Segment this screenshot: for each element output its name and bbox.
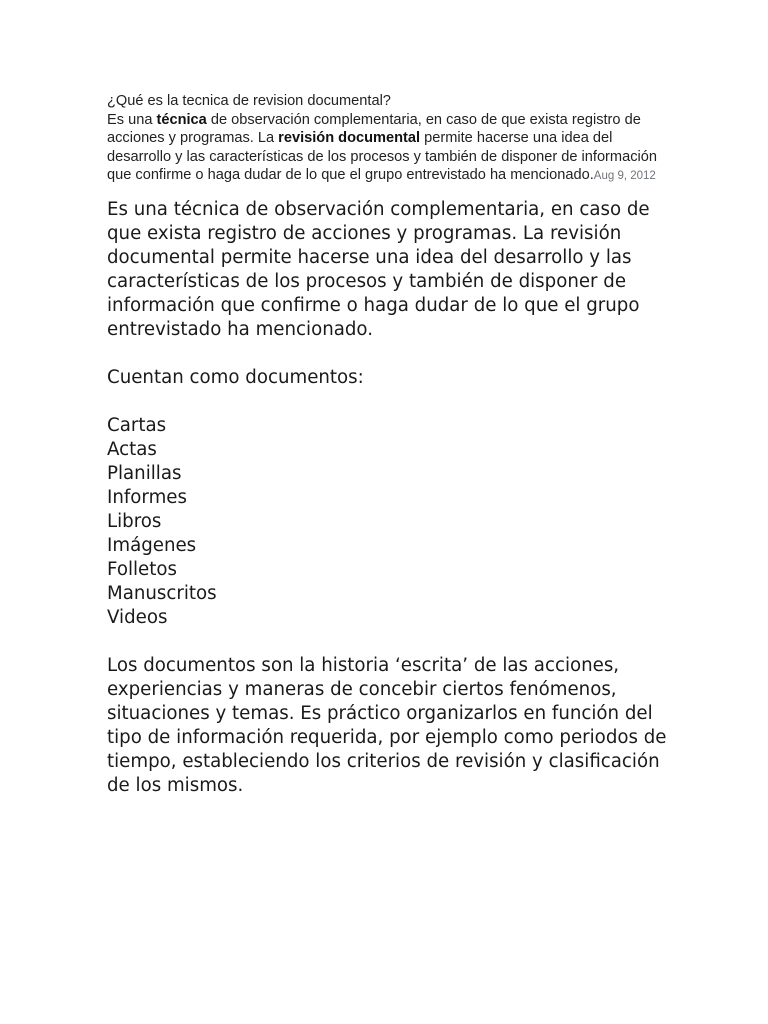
snippet-text-segment-1: Es una (107, 111, 157, 128)
snippet-date: Aug 9, 2012 (593, 170, 656, 182)
list-item: Manuscritos (107, 583, 217, 604)
list-item: Imágenes (107, 535, 197, 556)
document-types-list (107, 414, 667, 630)
list-item: Planillas (107, 463, 182, 484)
closing-paragraph: Los documentos son la historia ‘escrita’ de las acciones, experiencias y maneras de concebir ciertos fenómenos, situaciones y temas. Es práctico organizarlos en función del tipo de información requerida, por ejemplo como periodos de tiempo, estableciendo los criterios de revisión y clasificación de los mismos. (107, 655, 667, 796)
list-item: Cartas (107, 415, 167, 436)
list-item: Actas (107, 439, 157, 460)
snippet-text-segment-3: permite hacerse una idea del desarrollo y las características de los procesos y también de disponer de información que confirme o haga dudar de lo que el grupo entrevistado ha mencionado. (107, 130, 657, 183)
intro-paragraph: Es una técnica de observación complementaria, en caso de que exista registro de acciones y programas. La revisión documental permite hacerse una idea del desarrollo y las características de los procesos y también de disponer de información que confirme o haga dudar de lo que el grupo entrevistado ha mencionado. (107, 199, 650, 340)
snippet-bold-term-2: revisión documental (278, 130, 421, 146)
list-item: Libros (107, 511, 162, 532)
spacer (107, 390, 667, 414)
spacer (107, 630, 667, 654)
list-item: Informes (107, 487, 187, 508)
search-snippet (107, 92, 667, 186)
snippet-question: ¿Qué es la tecnica de revision documental? (107, 93, 391, 109)
list-intro: Cuentan como documentos: (107, 367, 364, 388)
list-item: Folletos (107, 559, 177, 580)
document-body (107, 198, 667, 798)
list-item: Videos (107, 607, 168, 628)
snippet-text-segment-2: de observación complementaria, en caso de que exista registro de acciones y programas. La (107, 111, 641, 146)
snippet-bold-term-1: técnica (156, 111, 207, 128)
spacer (107, 342, 667, 366)
